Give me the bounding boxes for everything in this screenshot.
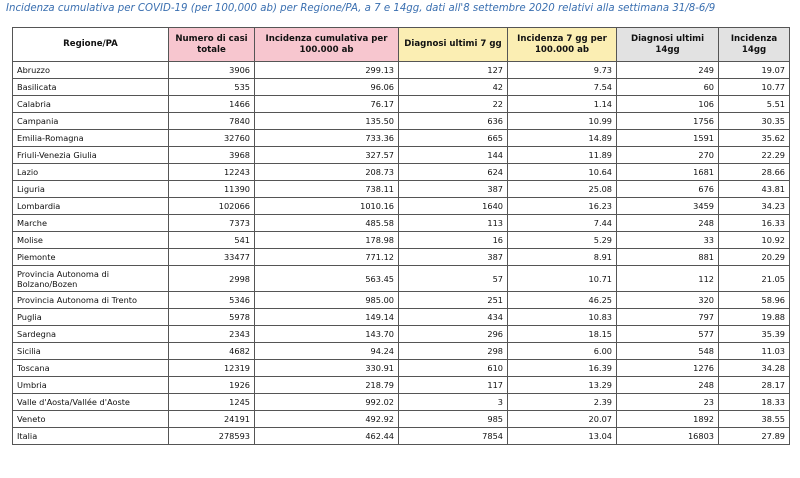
- cell-regione: Calabria: [13, 96, 169, 113]
- cell-incidenza-cumulativa: 462.44: [255, 428, 399, 445]
- cell-casi-totale: 1926: [169, 377, 255, 394]
- cell-incidenza-cumulativa: 327.57: [255, 147, 399, 164]
- cell-incidenza-14gg: 10.92: [719, 232, 790, 249]
- cell-regione: Lombardia: [13, 198, 169, 215]
- cell-casi-totale: 102066: [169, 198, 255, 215]
- cell-regione: Provincia Autonoma di Trento: [13, 292, 169, 309]
- cell-regione: Friuli-Venezia Giulia: [13, 147, 169, 164]
- table-row: [13, 62, 790, 79]
- cell-regione: Veneto: [13, 411, 169, 428]
- cell-incidenza-cumulativa: 492.92: [255, 411, 399, 428]
- cell-casi-totale: 2998: [169, 266, 255, 292]
- cell-diagnosi-7gg: 636: [399, 113, 508, 130]
- cell-regione: Toscana: [13, 360, 169, 377]
- cell-incidenza-cumulativa: 94.24: [255, 343, 399, 360]
- cell-regione: Sicilia: [13, 343, 169, 360]
- cell-regione: Valle d'Aosta/Vallée d'Aoste: [13, 394, 169, 411]
- cell-regione: Campania: [13, 113, 169, 130]
- cell-incidenza-cumulativa: 178.98: [255, 232, 399, 249]
- cell-diagnosi-7gg: 624: [399, 164, 508, 181]
- cell-incidenza-cumulativa: 149.14: [255, 309, 399, 326]
- cell-regione: Puglia: [13, 309, 169, 326]
- table-row: [13, 326, 790, 343]
- cell-casi-totale: 535: [169, 79, 255, 96]
- cell-diagnosi-14gg: 1276: [617, 360, 719, 377]
- table-row: [13, 181, 790, 198]
- cell-incidenza-7gg: 46.25: [508, 292, 617, 309]
- cell-incidenza-7gg: 1.14: [508, 96, 617, 113]
- cell-incidenza-7gg: 7.54: [508, 79, 617, 96]
- cell-diagnosi-7gg: 251: [399, 292, 508, 309]
- cell-incidenza-cumulativa: 733.36: [255, 130, 399, 147]
- cell-diagnosi-14gg: 1892: [617, 411, 719, 428]
- cell-diagnosi-7gg: 1640: [399, 198, 508, 215]
- table-row: [13, 360, 790, 377]
- cell-casi-totale: 5346: [169, 292, 255, 309]
- cell-diagnosi-14gg: 248: [617, 215, 719, 232]
- table-row: [13, 428, 790, 445]
- table-row: [13, 394, 790, 411]
- cell-diagnosi-7gg: 127: [399, 62, 508, 79]
- cell-diagnosi-14gg: 3459: [617, 198, 719, 215]
- cell-incidenza-cumulativa: 96.06: [255, 79, 399, 96]
- cell-casi-totale: 278593: [169, 428, 255, 445]
- table-caption: Incidenza cumulativa per COVID-19 (per 100,000 ab) per Regione/PA, a 7 e 14gg, dati all'8 settembre 2020 relativi alla settimana 31/8-6/9: [6, 3, 716, 14]
- cell-incidenza-14gg: 10.77: [719, 79, 790, 96]
- cell-incidenza-14gg: 20.29: [719, 249, 790, 266]
- cell-regione: Liguria: [13, 181, 169, 198]
- cell-incidenza-cumulativa: 299.13: [255, 62, 399, 79]
- cell-diagnosi-7gg: 665: [399, 130, 508, 147]
- cell-incidenza-cumulativa: 738.11: [255, 181, 399, 198]
- cell-regione: Lazio: [13, 164, 169, 181]
- cell-incidenza-7gg: 6.00: [508, 343, 617, 360]
- cell-incidenza-cumulativa: 135.50: [255, 113, 399, 130]
- cell-diagnosi-14gg: 1591: [617, 130, 719, 147]
- cell-diagnosi-14gg: 320: [617, 292, 719, 309]
- cell-incidenza-7gg: 13.04: [508, 428, 617, 445]
- cell-incidenza-cumulativa: 1010.16: [255, 198, 399, 215]
- cell-diagnosi-14gg: 23: [617, 394, 719, 411]
- cell-incidenza-14gg: 34.28: [719, 360, 790, 377]
- cell-regione: Marche: [13, 215, 169, 232]
- cell-incidenza-14gg: 27.89: [719, 428, 790, 445]
- cell-incidenza-7gg: 11.89: [508, 147, 617, 164]
- cell-regione: Provincia Autonoma di Bolzano/Bozen: [13, 266, 169, 292]
- table-row: [13, 232, 790, 249]
- cell-diagnosi-7gg: 985: [399, 411, 508, 428]
- cell-casi-totale: 11390: [169, 181, 255, 198]
- cell-incidenza-14gg: 35.39: [719, 326, 790, 343]
- header-diagnosi-14gg: Diagnosi ultimi 14gg: [617, 28, 719, 62]
- table-row: [13, 249, 790, 266]
- cell-diagnosi-14gg: 797: [617, 309, 719, 326]
- cell-incidenza-7gg: 5.29: [508, 232, 617, 249]
- cell-incidenza-7gg: 10.99: [508, 113, 617, 130]
- cell-regione: Basilicata: [13, 79, 169, 96]
- cell-incidenza-14gg: 11.03: [719, 343, 790, 360]
- cell-casi-totale: 7840: [169, 113, 255, 130]
- cell-incidenza-7gg: 16.23: [508, 198, 617, 215]
- cell-casi-totale: 541: [169, 232, 255, 249]
- cell-incidenza-cumulativa: 992.02: [255, 394, 399, 411]
- cell-diagnosi-7gg: 387: [399, 181, 508, 198]
- cell-incidenza-cumulativa: 771.12: [255, 249, 399, 266]
- cell-incidenza-7gg: 7.44: [508, 215, 617, 232]
- cell-diagnosi-7gg: 296: [399, 326, 508, 343]
- cell-diagnosi-14gg: 270: [617, 147, 719, 164]
- cell-diagnosi-7gg: 3: [399, 394, 508, 411]
- cell-incidenza-7gg: 25.08: [508, 181, 617, 198]
- table-row: [13, 215, 790, 232]
- cell-diagnosi-14gg: 16803: [617, 428, 719, 445]
- cell-regione: Italia: [13, 428, 169, 445]
- cell-diagnosi-14gg: 106: [617, 96, 719, 113]
- cell-diagnosi-7gg: 434: [399, 309, 508, 326]
- cell-diagnosi-14gg: 1756: [617, 113, 719, 130]
- cell-diagnosi-14gg: 249: [617, 62, 719, 79]
- cell-diagnosi-14gg: 60: [617, 79, 719, 96]
- cell-diagnosi-7gg: 610: [399, 360, 508, 377]
- cell-diagnosi-7gg: 144: [399, 147, 508, 164]
- cell-incidenza-7gg: 9.73: [508, 62, 617, 79]
- cell-incidenza-14gg: 58.96: [719, 292, 790, 309]
- cell-diagnosi-14gg: 33: [617, 232, 719, 249]
- cell-regione: Sardegna: [13, 326, 169, 343]
- cell-incidenza-14gg: 35.62: [719, 130, 790, 147]
- cell-diagnosi-14gg: 1681: [617, 164, 719, 181]
- cell-incidenza-14gg: 28.17: [719, 377, 790, 394]
- cell-diagnosi-7gg: 117: [399, 377, 508, 394]
- cell-casi-totale: 5978: [169, 309, 255, 326]
- table-row: [13, 113, 790, 130]
- cell-incidenza-14gg: 28.66: [719, 164, 790, 181]
- cell-diagnosi-14gg: 548: [617, 343, 719, 360]
- table-row: [13, 377, 790, 394]
- table-row: [13, 147, 790, 164]
- table-row: [13, 96, 790, 113]
- cell-incidenza-cumulativa: 76.17: [255, 96, 399, 113]
- cell-incidenza-7gg: 14.89: [508, 130, 617, 147]
- cell-incidenza-14gg: 34.23: [719, 198, 790, 215]
- cell-casi-totale: 3968: [169, 147, 255, 164]
- cell-casi-totale: 4682: [169, 343, 255, 360]
- cell-casi-totale: 33477: [169, 249, 255, 266]
- cell-incidenza-14gg: 18.33: [719, 394, 790, 411]
- cell-diagnosi-14gg: 112: [617, 266, 719, 292]
- cell-casi-totale: 12319: [169, 360, 255, 377]
- cell-incidenza-14gg: 16.33: [719, 215, 790, 232]
- header-diagnosi-7gg: Diagnosi ultimi 7 gg: [399, 28, 508, 62]
- header-regione: Regione/PA: [13, 28, 169, 62]
- cell-incidenza-7gg: 13.29: [508, 377, 617, 394]
- cell-incidenza-cumulativa: 143.70: [255, 326, 399, 343]
- cell-incidenza-cumulativa: 330.91: [255, 360, 399, 377]
- cell-incidenza-7gg: 20.07: [508, 411, 617, 428]
- cell-casi-totale: 12243: [169, 164, 255, 181]
- cell-incidenza-14gg: 30.35: [719, 113, 790, 130]
- cell-incidenza-cumulativa: 218.79: [255, 377, 399, 394]
- header-incidenza-7gg: Incidenza 7 gg per 100.000 ab: [508, 28, 617, 62]
- cell-diagnosi-7gg: 42: [399, 79, 508, 96]
- table-row: [13, 130, 790, 147]
- table-row: [13, 266, 790, 292]
- cell-casi-totale: 1466: [169, 96, 255, 113]
- cell-casi-totale: 2343: [169, 326, 255, 343]
- cell-casi-totale: 24191: [169, 411, 255, 428]
- table-row: [13, 343, 790, 360]
- cell-regione: Emilia-Romagna: [13, 130, 169, 147]
- cell-diagnosi-14gg: 577: [617, 326, 719, 343]
- table-row: [13, 198, 790, 215]
- table-row: [13, 292, 790, 309]
- covid-incidence-table: [12, 27, 790, 445]
- cell-incidenza-7gg: 10.83: [508, 309, 617, 326]
- cell-casi-totale: 3906: [169, 62, 255, 79]
- header-row: [13, 28, 790, 62]
- table-row: [13, 164, 790, 181]
- cell-incidenza-14gg: 19.88: [719, 309, 790, 326]
- header-casi-totale: Numero di casi totale: [169, 28, 255, 62]
- cell-incidenza-7gg: 18.15: [508, 326, 617, 343]
- table-row: [13, 309, 790, 326]
- cell-incidenza-14gg: 43.81: [719, 181, 790, 198]
- cell-incidenza-7gg: 10.64: [508, 164, 617, 181]
- cell-incidenza-7gg: 2.39: [508, 394, 617, 411]
- cell-diagnosi-7gg: 298: [399, 343, 508, 360]
- cell-diagnosi-7gg: 7854: [399, 428, 508, 445]
- cell-regione: Umbria: [13, 377, 169, 394]
- header-incidenza-cumulativa: Incidenza cumulativa per 100.000 ab: [255, 28, 399, 62]
- cell-casi-totale: 1245: [169, 394, 255, 411]
- cell-diagnosi-14gg: 676: [617, 181, 719, 198]
- cell-incidenza-14gg: 21.05: [719, 266, 790, 292]
- cell-diagnosi-7gg: 113: [399, 215, 508, 232]
- cell-incidenza-cumulativa: 985.00: [255, 292, 399, 309]
- cell-diagnosi-14gg: 248: [617, 377, 719, 394]
- cell-diagnosi-7gg: 57: [399, 266, 508, 292]
- table-row: [13, 79, 790, 96]
- cell-incidenza-14gg: 38.55: [719, 411, 790, 428]
- cell-incidenza-14gg: 22.29: [719, 147, 790, 164]
- cell-regione: Abruzzo: [13, 62, 169, 79]
- cell-regione: Piemonte: [13, 249, 169, 266]
- cell-incidenza-7gg: 8.91: [508, 249, 617, 266]
- cell-diagnosi-7gg: 387: [399, 249, 508, 266]
- cell-incidenza-14gg: 19.07: [719, 62, 790, 79]
- cell-casi-totale: 32760: [169, 130, 255, 147]
- table-body: [13, 62, 790, 445]
- cell-incidenza-14gg: 5.51: [719, 96, 790, 113]
- header-incidenza-14gg: Incidenza 14gg: [719, 28, 790, 62]
- cell-incidenza-7gg: 16.39: [508, 360, 617, 377]
- cell-regione: Molise: [13, 232, 169, 249]
- cell-incidenza-7gg: 10.71: [508, 266, 617, 292]
- cell-incidenza-cumulativa: 485.58: [255, 215, 399, 232]
- cell-diagnosi-7gg: 22: [399, 96, 508, 113]
- cell-incidenza-cumulativa: 208.73: [255, 164, 399, 181]
- cell-diagnosi-7gg: 16: [399, 232, 508, 249]
- table-row: [13, 411, 790, 428]
- cell-diagnosi-14gg: 881: [617, 249, 719, 266]
- cell-casi-totale: 7373: [169, 215, 255, 232]
- cell-incidenza-cumulativa: 563.45: [255, 266, 399, 292]
